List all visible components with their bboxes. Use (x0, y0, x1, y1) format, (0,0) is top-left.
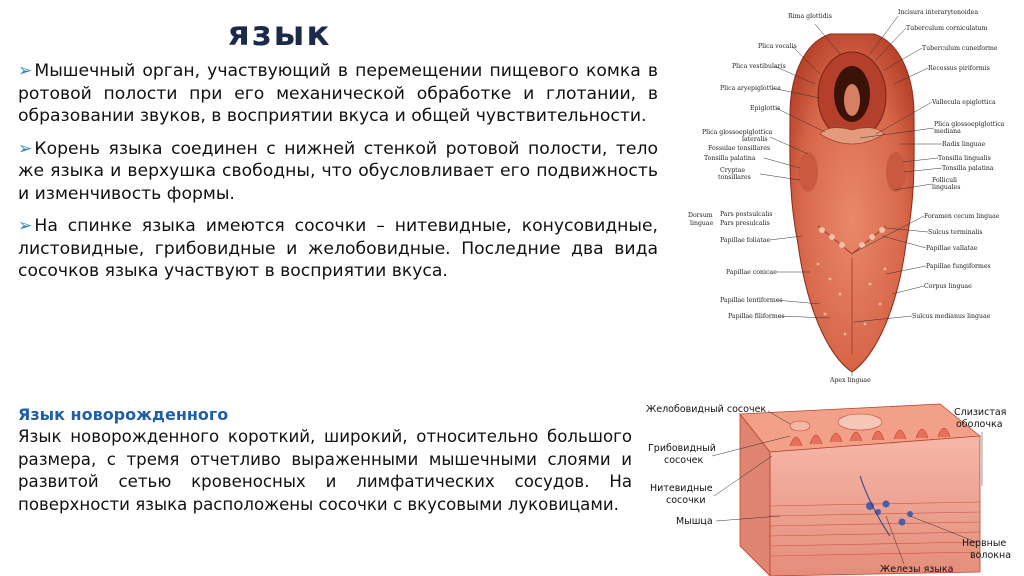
label-folliculi-1: Folliculi (932, 177, 958, 184)
label-papillae-lentiformes: Papillae lentiformes (720, 297, 783, 304)
label-corniculatum: Tuberculum corniculatum (906, 25, 988, 32)
label-papillae-fungiformes: Papillae fungiformes (926, 263, 991, 270)
label-cryptae-1: Cryptae (720, 167, 745, 174)
label-incisura: Incisura interarytenoidea (898, 9, 979, 16)
label-papillae-foliatae: Papillae foliatae (720, 237, 771, 244)
label-plica-aryepiglottica: Plica aryepiglottica (720, 85, 781, 92)
label-plica-glosso-lat-1: Plica glossoepiglottica (702, 129, 773, 136)
label-grib-2: сосочек (664, 455, 704, 466)
label-tonsilla-palatina-right: Tonsilla palatina (942, 165, 994, 172)
label-zhelob: Желобовидный сосочек (646, 404, 767, 415)
label-nitev-1: Нитевидные (650, 483, 713, 494)
bullet-item-2 (18, 138, 658, 206)
label-foramen: Foramen cecum linguae (924, 213, 1000, 220)
label-recessus: Recessus piriformis (928, 65, 990, 72)
label-papillae-filiformes: Papillae filiformes (728, 313, 785, 320)
bullet-text-2: Корень языка соединен с нижней стенкой ротовой полости, тело же языка и верхушка свободны, что обусловливает его подвижность и изменчивость формы. (18, 138, 658, 204)
arrow-bullet-icon: ➢ (18, 61, 33, 81)
label-cuneiforme: Tuberculum cuneiforme (922, 45, 998, 52)
label-epiglottis: Epiglottis (750, 105, 781, 112)
label-plica-glosso-lat-2: lateralis (742, 136, 768, 143)
bullet-item-3 (18, 215, 658, 283)
label-sulcus-terminalis: Sulcus terminalis (928, 229, 983, 236)
label-slizist-2: оболочка (956, 419, 1003, 430)
label-dorsum-2: linguae (690, 220, 714, 227)
label-slizist-1: Слизистая (954, 407, 1007, 418)
label-folliculi-2: linguales (932, 184, 961, 191)
bullet-text-3: На спинке языка имеются сосочки – нитевидные, конусовидные, листовидные, грибовидные и желобовидные. Последние два вида сосочков языка участвуют в восприятии вкуса. (18, 216, 658, 281)
label-zhelezy: Железы языка (880, 564, 954, 575)
tongue-tissue-illustration (640, 396, 1024, 576)
label-plica-vocalis: Plica vocalis (758, 43, 797, 50)
label-nerv-1: Нервные (962, 538, 1007, 549)
label-rima: Rima glottidis (788, 13, 832, 20)
label-radix: Radix linguae (942, 141, 986, 148)
bullet-item-1 (18, 60, 658, 128)
bullet-text-1: Мышечный орган, участвующий в перемещении пищевого комка в ротовой полости при его механической обработке и глотании, в образовании звуков, в восприятии вкуса и общей чувствительности. (18, 61, 658, 126)
tongue-anatomy-illustration (680, 4, 1024, 386)
label-grib-1: Грибовидный (648, 443, 716, 454)
label-sulcus-medianus: Sulcus medianus linguae (912, 313, 991, 320)
newborn-section (18, 404, 632, 516)
label-tonsilla-palatina-left: Tonsilla palatina (704, 155, 756, 162)
label-fossulae: Fossulae tonsillares (708, 145, 771, 152)
label-nerv-2: волокна (970, 550, 1012, 561)
label-dorsum-1: Dorsum (688, 212, 713, 219)
newborn-heading: Язык новорожденного (18, 405, 229, 424)
page-title: язык (228, 14, 332, 54)
arrow-bullet-icon: ➢ (18, 216, 33, 236)
label-myshca: Мышца (676, 516, 713, 527)
label-plica-med-1: Plica glossoepiglottica (934, 121, 1005, 128)
label-vallecula: Vallecula epiglottica (932, 99, 996, 106)
label-cryptae-2: tonsillares (718, 174, 751, 181)
label-plica-vestibularis: Plica vestibularis (732, 63, 786, 70)
label-papillae-vallatae: Papillae vallatae (926, 245, 978, 252)
label-papillae-conicae: Papillae conicae (726, 269, 777, 276)
label-pars-post: Pars postsulcalis (720, 211, 773, 218)
bullet-list (18, 60, 658, 293)
label-plica-med-2: mediana (934, 128, 961, 135)
arrow-bullet-icon: ➢ (18, 138, 33, 159)
label-nitev-2: сосочки (666, 495, 706, 506)
label-pars-pre: Pars presulcalis (720, 220, 770, 227)
label-apex: Apex linguae (830, 377, 871, 384)
newborn-text: Язык новорожденного короткий, широкий, относительно большого размера, с тремя отчетливо выраженными мышечными слоями и развитой сетью кровеносных и лимфатических сосудов. На поверхности языка расположены сосочки с вкусовыми луковицами. (18, 427, 632, 514)
label-corpus: Corpus linguae (924, 283, 972, 290)
label-tonsilla-lingualis: Tonsilla lingualis (938, 155, 991, 162)
